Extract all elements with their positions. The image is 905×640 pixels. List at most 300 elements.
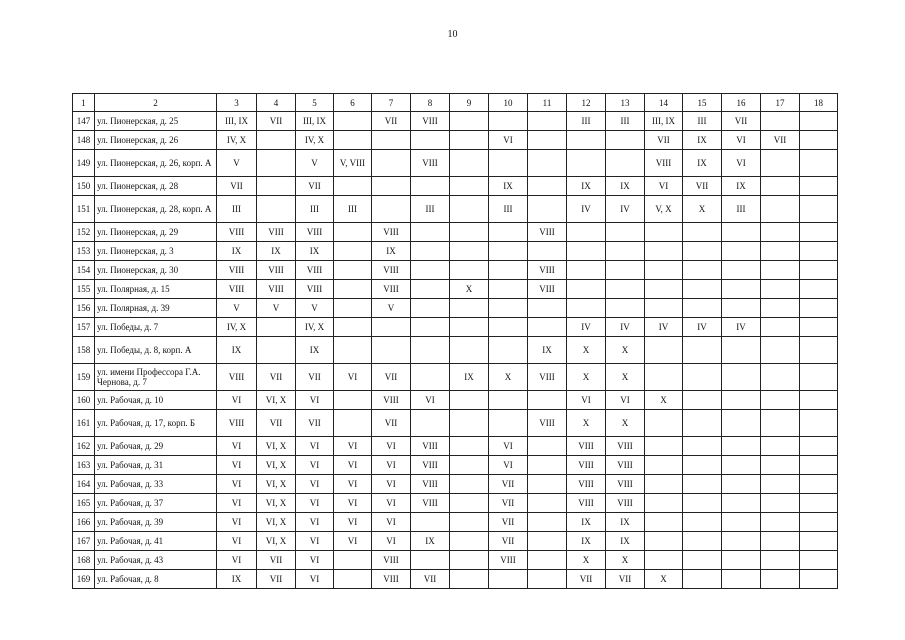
table-cell [411,318,450,337]
table-cell [450,456,489,475]
table-cell [722,261,761,280]
table-cell [761,261,800,280]
table-cell: VI [217,475,257,494]
table-cell [645,475,683,494]
table-cell [411,364,450,391]
table-cell [645,337,683,364]
table-row [73,364,838,391]
table-cell [450,437,489,456]
table-cell [411,410,450,437]
table-cell: VI, X [257,532,296,551]
address-cell: ул. Рабочая, д. 17, корп. Б [95,410,217,437]
table-cell [450,513,489,532]
table-cell [761,196,800,223]
table-cell: X [645,570,683,589]
table-cell: VIII [567,437,606,456]
table-cell [450,177,489,196]
table-cell: VIII [411,437,450,456]
table-row [73,196,838,223]
table-cell [800,299,838,318]
table-cell: VI [217,456,257,475]
table-cell: VI [334,456,372,475]
table-cell [528,112,567,131]
column-header: 17 [761,94,800,112]
address-cell: ул. Рабочая, д. 8 [95,570,217,589]
column-header: 1 [73,94,95,112]
table-cell: VIII [296,280,334,299]
table-cell: IX [450,364,489,391]
table-cell [645,532,683,551]
table-cell [528,318,567,337]
table-cell: VI [296,570,334,589]
table-cell: X [450,280,489,299]
table-cell [450,494,489,513]
table-cell [761,299,800,318]
table-cell [411,177,450,196]
table-cell [761,177,800,196]
table-cell [257,196,296,223]
address-cell: ул. Рабочая, д. 10 [95,391,217,410]
column-header: 5 [296,94,334,112]
table-cell: VIII [567,456,606,475]
table-cell [800,391,838,410]
table-cell: III [411,196,450,223]
table-cell: VI [334,364,372,391]
table-cell: VII [489,494,528,513]
table-cell: VI [217,551,257,570]
address-cell: ул. Победы, д. 8, корп. А [95,337,217,364]
table-cell: VIII [567,475,606,494]
table-cell: VI [296,551,334,570]
row-number-cell: 160 [73,391,95,410]
table-cell: VI [334,494,372,513]
table-cell [567,242,606,261]
address-cell: ул. Рабочая, д. 43 [95,551,217,570]
table-row [73,280,838,299]
table-cell: VIII [606,456,645,475]
table-cell [489,150,528,177]
table-cell: VIII [372,223,411,242]
table-cell [411,299,450,318]
table-cell [722,475,761,494]
table-cell [761,318,800,337]
table-cell: V [296,299,334,318]
table-cell: VIII [372,261,411,280]
table-cell: VII [372,112,411,131]
table-cell [567,223,606,242]
column-header: 4 [257,94,296,112]
row-number-cell: 153 [73,242,95,261]
table-cell [722,299,761,318]
table-cell [411,242,450,261]
column-header: 9 [450,94,489,112]
column-header: 6 [334,94,372,112]
table-cell [334,112,372,131]
table-cell: IX [257,242,296,261]
table-cell [450,196,489,223]
table-cell [606,223,645,242]
table-cell: VI [296,475,334,494]
table-row [73,150,838,177]
row-number-cell: 157 [73,318,95,337]
table-cell: VI [217,437,257,456]
table-cell [683,494,722,513]
table-cell: VIII [296,223,334,242]
table-row [73,494,838,513]
column-header: 8 [411,94,450,112]
table-cell: VII [296,177,334,196]
table-cell [489,299,528,318]
table-cell [606,242,645,261]
column-header: 7 [372,94,411,112]
table-cell: VII [372,364,411,391]
table-cell: IV [722,318,761,337]
table-cell [645,223,683,242]
table-cell: VIII [528,410,567,437]
table-cell: VI [334,437,372,456]
table-cell [761,456,800,475]
table-cell [257,337,296,364]
table-cell [334,551,372,570]
table-cell [761,242,800,261]
table-cell: VI [334,475,372,494]
table-cell: X [645,391,683,410]
table-cell [567,150,606,177]
table-cell [372,337,411,364]
table-cell: VI [411,391,450,410]
table-cell: VI [722,150,761,177]
table-cell [800,513,838,532]
table-cell: VII [296,410,334,437]
table-cell [489,391,528,410]
table-cell [528,437,567,456]
table-cell [528,551,567,570]
row-number-cell: 161 [73,410,95,437]
table-cell: IX [489,177,528,196]
table-cell: X [567,551,606,570]
table-cell: VIII [411,112,450,131]
table-cell [761,494,800,513]
table-row [73,410,838,437]
table-cell: VIII [372,551,411,570]
table-cell: IX [528,337,567,364]
address-cell: ул. Рабочая, д. 29 [95,437,217,456]
table-cell [334,261,372,280]
table-cell [683,513,722,532]
table-cell [411,261,450,280]
table-cell: IX [606,532,645,551]
table-cell [722,280,761,299]
table-cell [450,112,489,131]
table-cell [761,391,800,410]
table-cell [683,242,722,261]
table-cell [450,299,489,318]
table-cell: VII [257,364,296,391]
table-cell [800,456,838,475]
table-cell [372,150,411,177]
row-number-cell: 152 [73,223,95,242]
schedule-table [72,93,838,589]
table-row [73,570,838,589]
table-cell [334,280,372,299]
table-row [73,261,838,280]
address-cell: ул. Пионерская, д. 28 [95,177,217,196]
table-row [73,223,838,242]
table-row [73,242,838,261]
address-cell: ул. Рабочая, д. 39 [95,513,217,532]
table-cell: VIII [606,494,645,513]
table-cell [683,391,722,410]
table-cell [489,112,528,131]
table-cell [761,410,800,437]
table-cell [334,391,372,410]
table-cell: X [606,364,645,391]
table-row [73,318,838,337]
table-cell: VII [489,532,528,551]
column-header: 16 [722,94,761,112]
table-cell [761,437,800,456]
table-cell: VI [296,391,334,410]
table-cell [761,112,800,131]
table-cell [761,223,800,242]
table-cell: VIII [411,150,450,177]
table-cell: III [489,196,528,223]
table-cell: VI [334,513,372,532]
table-cell [645,364,683,391]
table-cell: VIII [411,494,450,513]
table-cell: X [606,551,645,570]
table-cell: V [217,150,257,177]
address-cell: ул. Рабочая, д. 31 [95,456,217,475]
table-cell: VIII [567,494,606,513]
table-cell [645,410,683,437]
table-cell: V, X [645,196,683,223]
table-cell [800,475,838,494]
table-cell [645,280,683,299]
page-number: 10 [447,29,458,40]
table-cell [800,196,838,223]
table-row [73,337,838,364]
table-cell: VI [372,456,411,475]
table-cell [450,242,489,261]
table-cell [645,437,683,456]
table-cell: VIII [217,261,257,280]
table-cell [567,131,606,150]
table-cell: III, IX [645,112,683,131]
table-cell: VI, X [257,475,296,494]
table-cell: IV [645,318,683,337]
column-header: 11 [528,94,567,112]
table-cell [761,513,800,532]
row-number-cell: 155 [73,280,95,299]
row-number-cell: 159 [73,364,95,391]
table-cell [800,532,838,551]
table-cell: VII [722,112,761,131]
table-cell: VIII [217,410,257,437]
table-cell [489,318,528,337]
table-cell [683,475,722,494]
table-cell: VI [645,177,683,196]
table-cell [761,150,800,177]
table-cell [489,242,528,261]
table-cell [683,456,722,475]
table-cell: IX [683,150,722,177]
table-cell: VIII [645,150,683,177]
table-cell: VIII [217,364,257,391]
table-cell [606,131,645,150]
table-cell: VI [296,532,334,551]
table-cell [761,551,800,570]
table-cell: IX [217,337,257,364]
table-cell: V [217,299,257,318]
table-cell [761,364,800,391]
table-row [73,112,838,131]
address-cell: ул. Пионерская, д. 26, корп. А [95,150,217,177]
table-cell: VI [217,391,257,410]
table-cell: III [683,112,722,131]
table-row [73,131,838,150]
table-cell: VII [489,475,528,494]
table-cell [528,513,567,532]
table-cell [761,337,800,364]
row-number-cell: 168 [73,551,95,570]
table-cell [722,570,761,589]
row-number-cell: 154 [73,261,95,280]
table-cell [411,223,450,242]
table-cell: VII [567,570,606,589]
table-cell: VIII [372,280,411,299]
table-cell: IX [722,177,761,196]
table-cell [683,364,722,391]
table-cell [528,177,567,196]
table-cell [450,551,489,570]
row-number-cell: 162 [73,437,95,456]
table-row [73,532,838,551]
table-cell: IX [372,242,411,261]
table-cell: VIII [217,223,257,242]
row-number-cell: 166 [73,513,95,532]
table-cell [411,513,450,532]
table-cell [800,223,838,242]
table-cell: IV [606,196,645,223]
table-cell [489,261,528,280]
table-header-row [73,94,838,112]
address-cell: ул. Пионерская, д. 25 [95,112,217,131]
row-number-cell: 165 [73,494,95,513]
address-cell: ул. Полярная, д. 15 [95,280,217,299]
table-cell: VI [567,391,606,410]
table-cell [567,280,606,299]
table-cell: VIII [528,261,567,280]
column-header: 13 [606,94,645,112]
table-cell [334,318,372,337]
table-cell: IV, X [296,131,334,150]
table-row [73,299,838,318]
table-cell: V, VIII [334,150,372,177]
table-cell: VI [296,513,334,532]
table-cell [645,242,683,261]
table-cell: VI, X [257,437,296,456]
table-cell [761,475,800,494]
table-cell: VII [296,364,334,391]
row-number-cell: 150 [73,177,95,196]
table-cell: VIII [528,223,567,242]
table-cell [489,410,528,437]
table-cell: IX [683,131,722,150]
table-cell [528,494,567,513]
table-cell [372,196,411,223]
table-cell [683,570,722,589]
table-cell: VI, X [257,494,296,513]
table-cell: VII [683,177,722,196]
table-cell: IV [567,318,606,337]
table-cell [722,223,761,242]
table-cell [645,494,683,513]
table-cell [450,150,489,177]
table-cell [257,131,296,150]
table-cell [606,280,645,299]
table-cell [800,337,838,364]
table-cell [528,150,567,177]
table-cell [411,131,450,150]
table-cell: IX [567,177,606,196]
table-cell [450,337,489,364]
table-cell [334,223,372,242]
table-row [73,551,838,570]
table-cell [528,532,567,551]
row-number-cell: 148 [73,131,95,150]
table-cell: VII [411,570,450,589]
table-cell [800,242,838,261]
table-cell [683,532,722,551]
table-cell [800,364,838,391]
table-cell: IX [606,177,645,196]
table-cell [683,410,722,437]
table-cell [606,299,645,318]
table-cell: IX [567,532,606,551]
table-cell: VI [296,494,334,513]
table-cell [489,570,528,589]
table-cell [722,337,761,364]
row-number-cell: 151 [73,196,95,223]
table-cell [800,177,838,196]
table-cell: III [567,112,606,131]
table-cell: VIII [257,261,296,280]
table-cell [645,456,683,475]
table-cell: VIII [372,391,411,410]
table-cell [450,261,489,280]
table-cell [761,570,800,589]
table-cell [722,391,761,410]
table-cell: VII [257,112,296,131]
table-cell: VIII [528,280,567,299]
table-cell [450,475,489,494]
table-cell: X [489,364,528,391]
table-row [73,177,838,196]
table-cell: VI [217,513,257,532]
table-cell: III [334,196,372,223]
table-cell: III [296,196,334,223]
table-cell: VIII [489,551,528,570]
table-cell [683,437,722,456]
table-cell: VI [372,494,411,513]
table-cell [722,551,761,570]
table-cell [528,570,567,589]
table-cell: VIII [606,437,645,456]
column-header: 15 [683,94,722,112]
table-cell [683,280,722,299]
table-row [73,391,838,410]
